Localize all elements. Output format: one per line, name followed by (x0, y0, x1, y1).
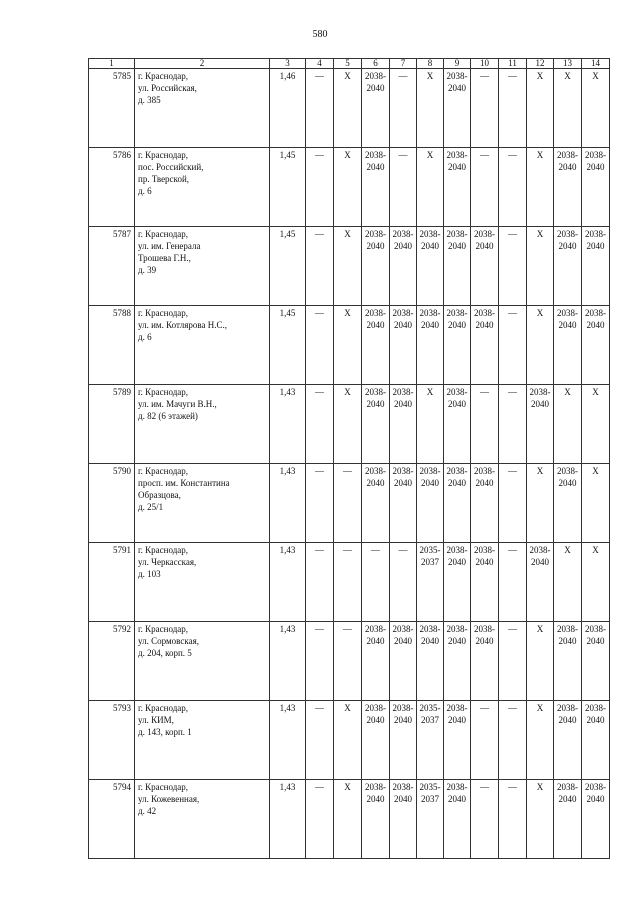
column-number-cell: 11 (499, 59, 527, 69)
period-cell: — (499, 227, 527, 306)
address-line: ул. Сормовская, (138, 636, 199, 646)
row-number-cell: 5789 (89, 385, 135, 464)
address-line: г. Краснодар, (138, 387, 189, 397)
period-cell: Х (527, 780, 554, 859)
address-line: д. 6 (138, 186, 152, 196)
period-cell: 2038-2040 (471, 464, 499, 543)
period-cell: Х (334, 69, 362, 148)
area-cell: 1,45 (270, 148, 306, 227)
period-cell: 2038-2040 (582, 701, 610, 780)
area-cell: 1,43 (270, 385, 306, 464)
period-cell: 2038-2040 (554, 464, 582, 543)
period-cell: Х (417, 385, 444, 464)
column-number-cell: 10 (471, 59, 499, 69)
address-line: пр. Тверской, (138, 174, 190, 184)
area-cell: 1,45 (270, 227, 306, 306)
address-line: ул. Кожевенная, (138, 794, 200, 804)
address-line: ул. Черкасская, (138, 557, 197, 567)
period-cell: Х (334, 780, 362, 859)
period-cell: 2038-2040 (582, 227, 610, 306)
table-row (89, 543, 610, 622)
period-cell: — (334, 622, 362, 701)
period-cell: — (390, 69, 417, 148)
table-row (89, 148, 610, 227)
period-cell: Х (554, 543, 582, 622)
address-line: д. 82 (6 этажей) (138, 411, 198, 421)
period-cell: Х (527, 622, 554, 701)
period-cell: 2038-2040 (362, 148, 390, 227)
period-cell: 2038-2040 (362, 622, 390, 701)
area-cell: 1,45 (270, 306, 306, 385)
period-cell: 2038-2040 (362, 701, 390, 780)
column-number-cell: 4 (306, 59, 334, 69)
row-number-cell: 5791 (89, 543, 135, 622)
row-number-cell: 5793 (89, 701, 135, 780)
address-cell (135, 543, 270, 622)
address-cell (135, 385, 270, 464)
period-cell: 2038-2040 (444, 227, 471, 306)
address-cell (135, 464, 270, 543)
address-cell (135, 701, 270, 780)
period-cell: 2035-2037 (417, 701, 444, 780)
address-line: ул. КИМ, (138, 715, 174, 725)
period-cell: — (499, 306, 527, 385)
table-row (89, 464, 610, 543)
period-cell: 2038-2040 (390, 701, 417, 780)
period-cell: 2038-2040 (362, 385, 390, 464)
period-cell: Х (527, 464, 554, 543)
address-line: пос. Российский, (138, 162, 204, 172)
address-line: ул. им. Генерала (138, 241, 201, 251)
period-cell: Х (582, 69, 610, 148)
period-cell: — (471, 69, 499, 148)
area-cell: 1,43 (270, 464, 306, 543)
address-line: д. 103 (138, 569, 161, 579)
period-cell: 2038-2040 (390, 464, 417, 543)
period-cell: — (334, 464, 362, 543)
address-line: г. Краснодар, (138, 703, 189, 713)
address-line: д. 143, корп. 1 (138, 727, 192, 737)
period-cell: 2038-2040 (554, 306, 582, 385)
table-row (89, 306, 610, 385)
period-cell: Х (582, 464, 610, 543)
table-row (89, 701, 610, 780)
period-cell: — (306, 543, 334, 622)
period-cell: 2038-2040 (582, 306, 610, 385)
address-line: г. Краснодар, (138, 150, 189, 160)
address-line: Образцова, (138, 490, 181, 500)
address-line: г. Краснодар, (138, 71, 189, 81)
area-cell: 1,43 (270, 622, 306, 701)
period-cell: 2038-2040 (471, 306, 499, 385)
period-cell: 2038-2040 (417, 464, 444, 543)
column-number-cell: 8 (417, 59, 444, 69)
period-cell: 2038-2040 (390, 622, 417, 701)
period-cell: — (499, 780, 527, 859)
address-cell (135, 69, 270, 148)
address-cell (135, 306, 270, 385)
row-number-cell: 5794 (89, 780, 135, 859)
period-cell: Х (334, 227, 362, 306)
area-cell: 1,43 (270, 701, 306, 780)
period-cell: 2038-2040 (554, 701, 582, 780)
period-cell: Х (334, 306, 362, 385)
page-number: 580 (312, 29, 328, 40)
period-cell: 2038-2040 (554, 622, 582, 701)
period-cell: 2038-2040 (417, 306, 444, 385)
period-cell: 2038-2040 (390, 227, 417, 306)
address-line: г. Краснодар, (138, 782, 189, 792)
period-cell: Х (554, 385, 582, 464)
period-cell: 2035-2037 (417, 543, 444, 622)
period-cell: — (362, 543, 390, 622)
period-cell: — (306, 69, 334, 148)
period-cell: — (306, 306, 334, 385)
period-cell: 2038-2040 (390, 306, 417, 385)
column-number-cell: 14 (582, 59, 610, 69)
period-cell: 2038-2040 (582, 148, 610, 227)
column-number-cell: 9 (444, 59, 471, 69)
period-cell: Х (527, 69, 554, 148)
period-cell: 2038-2040 (527, 543, 554, 622)
period-cell: Х (334, 385, 362, 464)
period-cell: Х (527, 227, 554, 306)
period-cell: 2035-2037 (417, 780, 444, 859)
period-cell: — (390, 148, 417, 227)
period-cell: — (499, 701, 527, 780)
table-body (89, 59, 610, 859)
period-cell: — (306, 622, 334, 701)
period-cell: 2038-2040 (444, 69, 471, 148)
address-line: д. 42 (138, 806, 157, 816)
period-cell: Х (527, 701, 554, 780)
period-cell: 2038-2040 (444, 543, 471, 622)
period-cell: 2038-2040 (362, 780, 390, 859)
period-cell: 2038-2040 (444, 701, 471, 780)
column-number-cell: 12 (527, 59, 554, 69)
address-line: ул. им. Мачуги В.Н., (138, 399, 217, 409)
period-cell: 2038-2040 (390, 385, 417, 464)
period-cell: 2038-2040 (471, 543, 499, 622)
period-cell: — (306, 701, 334, 780)
period-cell: 2038-2040 (362, 69, 390, 148)
period-cell: Х (334, 701, 362, 780)
address-line: г. Краснодар, (138, 466, 189, 476)
period-cell: 2038-2040 (444, 148, 471, 227)
period-cell: — (499, 622, 527, 701)
period-cell: — (306, 780, 334, 859)
period-cell: — (499, 69, 527, 148)
address-line: г. Краснодар, (138, 229, 189, 239)
period-cell: 2038-2040 (582, 622, 610, 701)
row-number-cell: 5787 (89, 227, 135, 306)
period-cell: Х (554, 69, 582, 148)
period-cell: — (306, 148, 334, 227)
period-cell: — (390, 543, 417, 622)
area-cell: 1,43 (270, 780, 306, 859)
period-cell: 2038-2040 (417, 227, 444, 306)
period-cell: Х (527, 148, 554, 227)
address-line: д. 6 (138, 332, 152, 342)
area-cell: 1,46 (270, 69, 306, 148)
period-cell: 2038-2040 (417, 622, 444, 701)
period-cell: 2038-2040 (362, 306, 390, 385)
address-line: д. 39 (138, 265, 157, 275)
period-cell: — (471, 148, 499, 227)
row-number-cell: 5785 (89, 69, 135, 148)
address-line: ул. Российская, (138, 83, 197, 93)
period-cell: Х (417, 148, 444, 227)
address-line: г. Краснодар, (138, 624, 189, 634)
address-cell (135, 622, 270, 701)
period-cell: 2038-2040 (471, 227, 499, 306)
row-number-cell: 5792 (89, 622, 135, 701)
period-cell: — (499, 464, 527, 543)
table-row (89, 69, 610, 148)
column-number-cell: 13 (554, 59, 582, 69)
period-cell: 2038-2040 (444, 780, 471, 859)
column-number-cell: 3 (270, 59, 306, 69)
row-number-cell: 5788 (89, 306, 135, 385)
housing-registry-table (88, 58, 610, 859)
column-number-row (89, 59, 610, 69)
column-number-cell: 7 (390, 59, 417, 69)
period-cell: Х (417, 69, 444, 148)
period-cell: 2038-2040 (554, 227, 582, 306)
period-cell: 2038-2040 (444, 622, 471, 701)
table-row (89, 385, 610, 464)
period-cell: 2038-2040 (362, 464, 390, 543)
row-number-cell: 5790 (89, 464, 135, 543)
address-line: г. Краснодар, (138, 545, 189, 555)
period-cell: — (306, 464, 334, 543)
column-number-cell: 5 (334, 59, 362, 69)
address-line: просп. им. Константина (138, 478, 230, 488)
period-cell: Х (527, 306, 554, 385)
period-cell: 2038-2040 (444, 464, 471, 543)
period-cell: 2038-2040 (362, 227, 390, 306)
address-line: д. 25/1 (138, 502, 164, 512)
address-line: д. 204, корп. 5 (138, 648, 192, 658)
table-row (89, 227, 610, 306)
address-line: Трошева Г.Н., (138, 253, 191, 263)
period-cell: 2038-2040 (390, 780, 417, 859)
period-cell: 2038-2040 (471, 622, 499, 701)
period-cell: 2038-2040 (444, 385, 471, 464)
area-cell: 1,43 (270, 543, 306, 622)
address-line: д. 385 (138, 95, 161, 105)
period-cell: — (306, 227, 334, 306)
period-cell: 2038-2040 (582, 780, 610, 859)
column-number-cell: 2 (135, 59, 270, 69)
address-cell (135, 780, 270, 859)
period-cell: 2038-2040 (444, 306, 471, 385)
address-cell (135, 227, 270, 306)
period-cell: — (471, 385, 499, 464)
period-cell: Х (334, 148, 362, 227)
period-cell: — (499, 148, 527, 227)
address-cell (135, 148, 270, 227)
period-cell: — (471, 701, 499, 780)
table-row (89, 622, 610, 701)
period-cell: 2038-2040 (527, 385, 554, 464)
row-number-cell: 5786 (89, 148, 135, 227)
column-number-cell: 6 (362, 59, 390, 69)
period-cell: — (334, 543, 362, 622)
period-cell: Х (582, 385, 610, 464)
address-line: ул. им. Котлярова Н.С., (138, 320, 228, 330)
table-row (89, 780, 610, 859)
column-number-cell: 1 (89, 59, 135, 69)
period-cell: — (499, 543, 527, 622)
period-cell: 2038-2040 (554, 148, 582, 227)
period-cell: — (471, 780, 499, 859)
period-cell: — (499, 385, 527, 464)
address-line: г. Краснодар, (138, 308, 189, 318)
period-cell: Х (582, 543, 610, 622)
period-cell: — (306, 385, 334, 464)
period-cell: 2038-2040 (554, 780, 582, 859)
